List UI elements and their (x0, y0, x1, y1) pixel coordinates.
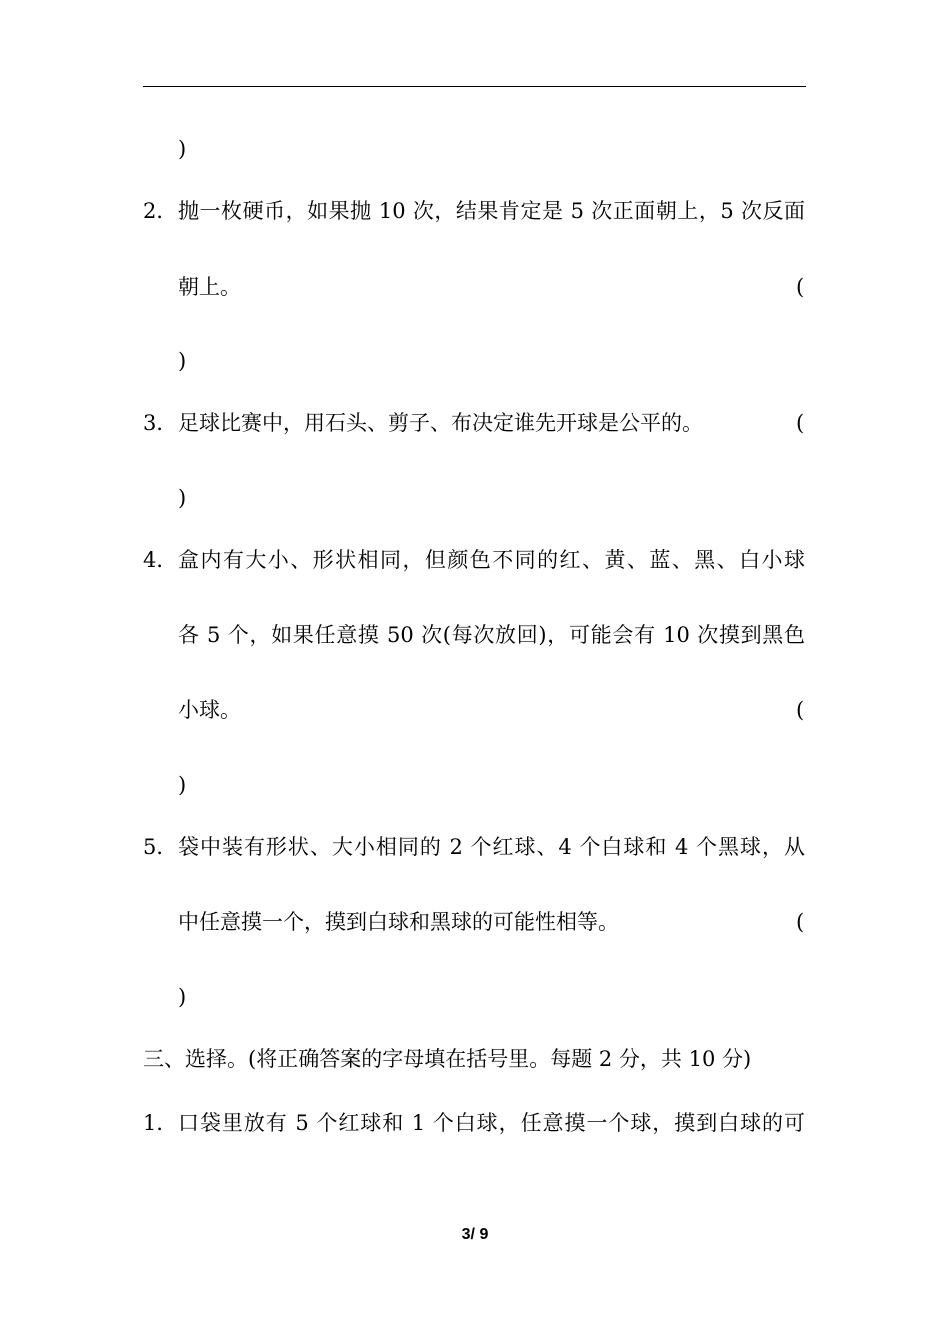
question-number: 1． (143, 1111, 178, 1135)
question-text: 足球比赛中，用石头、剪子、布决定谁先开球是公平的。 (178, 411, 703, 435)
question-text: 中任意摸一个，摸到白球和黑球的可能性相等。 (178, 910, 619, 934)
section-heading: 三、选择。(将正确答案的字母填在括号里。每题 2 分，共 10 分) (143, 1047, 752, 1071)
close-paren: ) (178, 985, 187, 1009)
question-number: 2． (143, 199, 178, 223)
question-text: 盒内有大小、形状相同，但颜色不同的红、黄、蓝、黑、白小球 (178, 548, 805, 572)
question-text: 口袋里放有 5 个红球和 1 个白球，任意摸一个球，摸到白球的可 (178, 1111, 805, 1135)
close-paren: ) (178, 137, 187, 161)
open-paren: ( (796, 411, 805, 435)
close-paren: ) (178, 773, 187, 797)
close-paren: ) (178, 349, 187, 373)
open-paren: ( (796, 910, 805, 934)
header-rule (143, 86, 806, 87)
open-paren: ( (796, 275, 805, 299)
question-text: 袋中装有形状、大小相同的 2 个红球、4 个白球和 4 个黑球，从 (178, 835, 805, 859)
question-number: 5． (143, 835, 178, 859)
open-paren: ( (796, 698, 805, 722)
question-number: 3． (143, 411, 178, 435)
question-text: 各 5 个，如果任意摸 50 次(每次放回)，可能会有 10 次摸到黑色 (178, 623, 805, 647)
close-paren: ) (178, 486, 187, 510)
question-text: 小球。 (178, 698, 241, 722)
page-number: 3/ 9 (461, 1226, 489, 1243)
question-number: 4． (143, 548, 178, 572)
question-text: 朝上。 (178, 275, 241, 299)
question-text: 抛一枚硬币，如果抛 10 次，结果肯定是 5 次正面朝上，5 次反面 (178, 199, 805, 223)
